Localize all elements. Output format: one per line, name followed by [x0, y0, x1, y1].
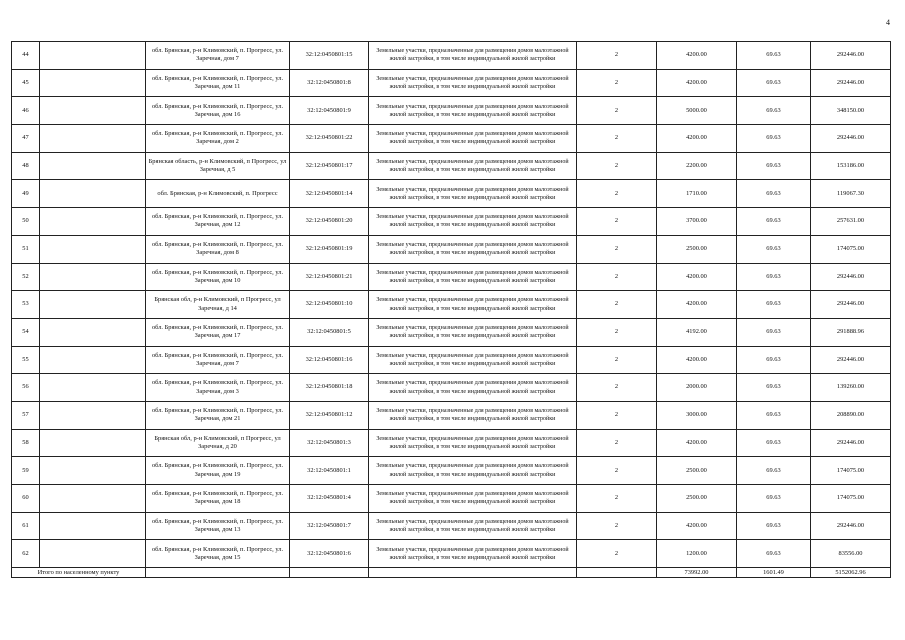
row-number: 57 [12, 401, 40, 429]
row-number: 50 [12, 208, 40, 236]
address-cell: Брянская область, р-н Климовский, п Прогресс, ул Заречная, д 5 [146, 152, 290, 180]
area-cell: 3000.00 [657, 401, 737, 429]
area-cell: 1200.00 [657, 540, 737, 568]
value-cell: 292446.00 [811, 346, 891, 374]
value-cell: 292446.00 [811, 291, 891, 319]
blank-cell [40, 318, 146, 346]
rate-cell: 69.63 [737, 263, 811, 291]
table-row [12, 263, 891, 291]
land-use-cell: Земельные участки, предназначенные для размещения домов малоэтажной жилой застройки, в том числе индивидуальной жилой застройки [369, 346, 577, 374]
page-number: 4 [886, 18, 890, 27]
blank-cell [369, 568, 577, 578]
row-number: 59 [12, 457, 40, 485]
total-area: 73992.00 [657, 568, 737, 578]
cadastral-number-cell: 32:12:0450801:14 [290, 180, 369, 208]
table-row [12, 152, 891, 180]
cadastral-number-cell: 32:12:0450801:17 [290, 152, 369, 180]
total-label: Итого по населенному пункту [12, 568, 146, 578]
table-row [12, 485, 891, 513]
address-cell: обл. Брянская, р-н Климовский, п. Прогресс, ул. Заречная, дом 11 [146, 69, 290, 97]
blank-cell [40, 401, 146, 429]
cadastral-number-cell: 32:12:0450801:6 [290, 540, 369, 568]
area-cell: 4200.00 [657, 263, 737, 291]
blank-cell [290, 568, 369, 578]
class-cell: 2 [577, 374, 657, 402]
row-number: 51 [12, 235, 40, 263]
table-row [12, 42, 891, 70]
land-use-cell: Земельные участки, предназначенные для размещения домов малоэтажной жилой застройки, в том числе индивидуальной жилой застройки [369, 485, 577, 513]
land-use-cell: Земельные участки, предназначенные для размещения домов малоэтажной жилой застройки, в том числе индивидуальной жилой застройки [369, 208, 577, 236]
class-cell: 2 [577, 69, 657, 97]
row-number: 47 [12, 125, 40, 153]
value-cell: 292446.00 [811, 512, 891, 540]
table-row [12, 208, 891, 236]
blank-cell [146, 568, 290, 578]
cadastral-number-cell: 32:12:0450801:7 [290, 512, 369, 540]
table-row [12, 346, 891, 374]
land-use-cell: Земельные участки, предназначенные для размещения домов малоэтажной жилой застройки, в том числе индивидуальной жилой застройки [369, 540, 577, 568]
cadastral-number-cell: 32:12:0450801:20 [290, 208, 369, 236]
cadastral-number-cell: 32:12:0450801:21 [290, 263, 369, 291]
address-cell: обл. Брянская, р-н Климовский, п. Прогресс, ул. Заречная, дом 18 [146, 485, 290, 513]
value-cell: 174075.00 [811, 235, 891, 263]
cadastral-number-cell: 32:12:0450801:4 [290, 485, 369, 513]
rate-cell: 69.63 [737, 42, 811, 70]
area-cell: 2200.00 [657, 152, 737, 180]
row-number: 61 [12, 512, 40, 540]
value-cell: 291888.96 [811, 318, 891, 346]
rate-cell: 69.63 [737, 540, 811, 568]
table-row [12, 125, 891, 153]
cadastral-number-cell: 32:12:0450801:3 [290, 429, 369, 457]
area-cell: 4200.00 [657, 346, 737, 374]
cadastral-number-cell: 32:12:0450801:22 [290, 125, 369, 153]
row-number: 46 [12, 97, 40, 125]
blank-cell [40, 512, 146, 540]
class-cell: 2 [577, 235, 657, 263]
land-use-cell: Земельные участки, предназначенные для размещения домов малоэтажной жилой застройки, в том числе индивидуальной жилой застройки [369, 125, 577, 153]
blank-cell [40, 69, 146, 97]
cadastral-number-cell: 32:12:0450801:5 [290, 318, 369, 346]
cadastral-number-cell: 32:12:0450801:10 [290, 291, 369, 319]
blank-cell [40, 374, 146, 402]
class-cell: 2 [577, 263, 657, 291]
row-number: 56 [12, 374, 40, 402]
row-number: 45 [12, 69, 40, 97]
class-cell: 2 [577, 540, 657, 568]
value-cell: 174075.00 [811, 485, 891, 513]
value-cell: 208890.00 [811, 401, 891, 429]
land-use-cell: Земельные участки, предназначенные для размещения домов малоэтажной жилой застройки, в том числе индивидуальной жилой застройки [369, 152, 577, 180]
total-value: 5152062.96 [811, 568, 891, 578]
area-cell: 3700.00 [657, 208, 737, 236]
class-cell: 2 [577, 346, 657, 374]
total-rate: 1601.49 [737, 568, 811, 578]
area-cell: 4200.00 [657, 69, 737, 97]
area-cell: 4200.00 [657, 512, 737, 540]
class-cell: 2 [577, 485, 657, 513]
address-cell: обл. Брянская, р-н Климовский, п. Прогресс, ул. Заречная, дом 15 [146, 540, 290, 568]
class-cell: 2 [577, 457, 657, 485]
value-cell: 119067.30 [811, 180, 891, 208]
blank-cell [40, 125, 146, 153]
table-row [12, 540, 891, 568]
land-use-cell: Земельные участки, предназначенные для размещения домов малоэтажной жилой застройки, в том числе индивидуальной жилой застройки [369, 374, 577, 402]
rate-cell: 69.63 [737, 208, 811, 236]
rate-cell: 69.63 [737, 512, 811, 540]
value-cell: 139260.00 [811, 374, 891, 402]
row-number: 62 [12, 540, 40, 568]
address-cell: обл. Брянская, р-н Климовский, п. Прогресс, ул. Заречная, дом 17 [146, 318, 290, 346]
blank-cell [40, 42, 146, 70]
total-row [12, 568, 891, 578]
table-row [12, 429, 891, 457]
row-number: 48 [12, 152, 40, 180]
cadastral-number-cell: 32:12:0450801:16 [290, 346, 369, 374]
value-cell: 292446.00 [811, 69, 891, 97]
address-cell: обл. Брянская, р-н Климовский, п. Прогресс, ул. Заречная, дом 12 [146, 208, 290, 236]
area-cell: 2000.00 [657, 374, 737, 402]
table-row [12, 374, 891, 402]
rate-cell: 69.63 [737, 152, 811, 180]
land-use-cell: Земельные участки, предназначенные для размещения домов малоэтажной жилой застройки, в том числе индивидуальной жилой застройки [369, 180, 577, 208]
value-cell: 174075.00 [811, 457, 891, 485]
land-use-cell: Земельные участки, предназначенные для размещения домов малоэтажной жилой застройки, в том числе индивидуальной жилой застройки [369, 263, 577, 291]
class-cell: 2 [577, 125, 657, 153]
land-use-cell: Земельные участки, предназначенные для размещения домов малоэтажной жилой застройки, в том числе индивидуальной жилой застройки [369, 429, 577, 457]
table-row [12, 401, 891, 429]
area-cell: 4200.00 [657, 42, 737, 70]
address-cell: обл. Брянская, р-н Климовский, п. Прогресс, ул. Заречная, дом 10 [146, 263, 290, 291]
area-cell: 4200.00 [657, 125, 737, 153]
rate-cell: 69.63 [737, 429, 811, 457]
table-row [12, 512, 891, 540]
address-cell: обл. Брянская, р-н Климовский, п. Прогресс, ул. Заречная, дом 8 [146, 235, 290, 263]
table-row [12, 180, 891, 208]
area-cell: 4200.00 [657, 429, 737, 457]
value-cell: 153186.00 [811, 152, 891, 180]
blank-cell [40, 152, 146, 180]
table-row [12, 69, 891, 97]
value-cell: 83556.00 [811, 540, 891, 568]
land-use-cell: Земельные участки, предназначенные для размещения домов малоэтажной жилой застройки, в том числе индивидуальной жилой застройки [369, 512, 577, 540]
land-use-cell: Земельные участки, предназначенные для размещения домов малоэтажной жилой застройки, в том числе индивидуальной жилой застройки [369, 97, 577, 125]
land-use-cell: Земельные участки, предназначенные для размещения домов малоэтажной жилой застройки, в том числе индивидуальной жилой застройки [369, 291, 577, 319]
land-use-cell: Земельные участки, предназначенные для размещения домов малоэтажной жилой застройки, в том числе индивидуальной жилой застройки [369, 318, 577, 346]
row-number: 44 [12, 42, 40, 70]
cadastral-number-cell: 32:12:0450801:8 [290, 69, 369, 97]
address-cell: Брянская обл, р-н Климовский, п Прогресс, ул Заречная, д 14 [146, 291, 290, 319]
rate-cell: 69.63 [737, 374, 811, 402]
address-cell: обл. Брянская, р-н Климовский, п. Прогресс, ул. Заречная, дом 19 [146, 457, 290, 485]
blank-cell [40, 485, 146, 513]
land-use-cell: Земельные участки, предназначенные для размещения домов малоэтажной жилой застройки, в том числе индивидуальной жилой застройки [369, 42, 577, 70]
rate-cell: 69.63 [737, 457, 811, 485]
rate-cell: 69.63 [737, 346, 811, 374]
land-use-cell: Земельные участки, предназначенные для размещения домов малоэтажной жилой застройки, в том числе индивидуальной жилой застройки [369, 69, 577, 97]
table-row [12, 318, 891, 346]
class-cell: 2 [577, 208, 657, 236]
value-cell: 292446.00 [811, 429, 891, 457]
rate-cell: 69.63 [737, 485, 811, 513]
area-cell: 5000.00 [657, 97, 737, 125]
blank-cell [40, 429, 146, 457]
land-parcels-table [11, 41, 891, 578]
blank-cell [40, 291, 146, 319]
class-cell: 2 [577, 291, 657, 319]
table-row [12, 235, 891, 263]
row-number: 55 [12, 346, 40, 374]
address-cell: обл. Брянская, р-н Климовский, п. Прогресс, ул. Заречная, дом 7 [146, 346, 290, 374]
table-row [12, 457, 891, 485]
class-cell: 2 [577, 42, 657, 70]
land-use-cell: Земельные участки, предназначенные для размещения домов малоэтажной жилой застройки, в том числе индивидуальной жилой застройки [369, 401, 577, 429]
rate-cell: 69.63 [737, 235, 811, 263]
rate-cell: 69.63 [737, 69, 811, 97]
blank-cell [40, 235, 146, 263]
table-row [12, 291, 891, 319]
class-cell: 2 [577, 318, 657, 346]
value-cell: 292446.00 [811, 125, 891, 153]
area-cell: 2500.00 [657, 485, 737, 513]
blank-cell [40, 457, 146, 485]
class-cell: 2 [577, 401, 657, 429]
address-cell: обл. Брянская, р-н Климовский, п. Прогресс, ул. Заречная, дом 13 [146, 512, 290, 540]
blank-cell [40, 208, 146, 236]
blank-cell [40, 540, 146, 568]
cadastral-number-cell: 32:12:0450801:18 [290, 374, 369, 402]
table-body [12, 42, 891, 578]
area-cell: 4200.00 [657, 291, 737, 319]
blank-cell [40, 97, 146, 125]
blank-cell [577, 568, 657, 578]
address-cell: обл. Брянская, р-н Климовский, п. Прогресс, ул. Заречная, дом 21 [146, 401, 290, 429]
cadastral-number-cell: 32:12:0450801:9 [290, 97, 369, 125]
land-use-cell: Земельные участки, предназначенные для размещения домов малоэтажной жилой застройки, в том числе индивидуальной жилой застройки [369, 235, 577, 263]
value-cell: 292446.00 [811, 42, 891, 70]
blank-cell [40, 263, 146, 291]
area-cell: 1710.00 [657, 180, 737, 208]
blank-cell [40, 180, 146, 208]
row-number: 53 [12, 291, 40, 319]
address-cell: обл. Брянская, р-н Климовский, п. Прогресс [146, 180, 290, 208]
area-cell: 2500.00 [657, 457, 737, 485]
address-cell: Брянская обл, р-н Климовский, п Прогресс, ул Заречная, д 20 [146, 429, 290, 457]
cadastral-number-cell: 32:12:0450801:12 [290, 401, 369, 429]
cadastral-number-cell: 32:12:0450801:1 [290, 457, 369, 485]
address-cell: обл. Брянская, р-н Климовский, п. Прогресс, ул. Заречная, дом 7 [146, 42, 290, 70]
rate-cell: 69.63 [737, 401, 811, 429]
value-cell: 292446.00 [811, 263, 891, 291]
land-use-cell: Земельные участки, предназначенные для размещения домов малоэтажной жилой застройки, в том числе индивидуальной жилой застройки [369, 457, 577, 485]
rate-cell: 69.63 [737, 180, 811, 208]
row-number: 58 [12, 429, 40, 457]
class-cell: 2 [577, 180, 657, 208]
rate-cell: 69.63 [737, 318, 811, 346]
cadastral-number-cell: 32:12:0450801:15 [290, 42, 369, 70]
area-cell: 2500.00 [657, 235, 737, 263]
rate-cell: 69.63 [737, 291, 811, 319]
row-number: 52 [12, 263, 40, 291]
class-cell: 2 [577, 429, 657, 457]
row-number: 49 [12, 180, 40, 208]
blank-cell [40, 346, 146, 374]
address-cell: обл. Брянская, р-н Климовский, п. Прогресс, ул. Заречная, дом 3 [146, 374, 290, 402]
area-cell: 4192.00 [657, 318, 737, 346]
address-cell: обл. Брянская, р-н Климовский, п. Прогресс, ул. Заречная, дом 2 [146, 125, 290, 153]
class-cell: 2 [577, 97, 657, 125]
class-cell: 2 [577, 512, 657, 540]
value-cell: 257631.00 [811, 208, 891, 236]
cadastral-number-cell: 32:12:0450801:19 [290, 235, 369, 263]
class-cell: 2 [577, 152, 657, 180]
row-number: 60 [12, 485, 40, 513]
row-number: 54 [12, 318, 40, 346]
rate-cell: 69.63 [737, 97, 811, 125]
rate-cell: 69.63 [737, 125, 811, 153]
value-cell: 348150.00 [811, 97, 891, 125]
table-row [12, 97, 891, 125]
address-cell: обл. Брянская, р-н Климовский, п. Прогресс, ул. Заречная, дом 16 [146, 97, 290, 125]
